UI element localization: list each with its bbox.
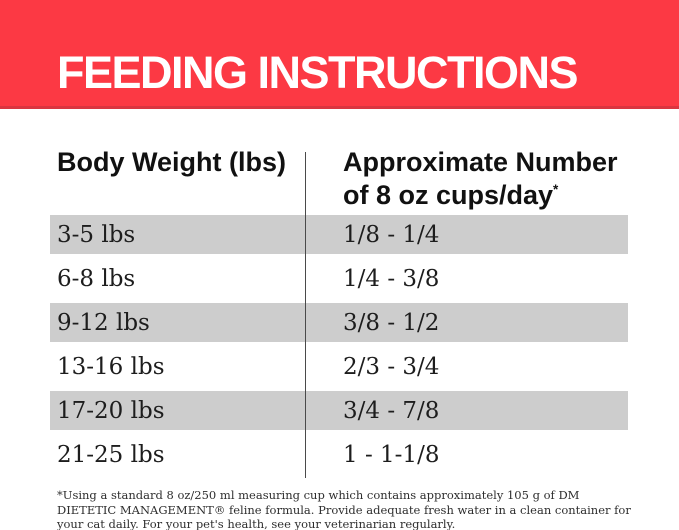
table-row [0, 257, 679, 301]
column-header-cups-line2: of 8 oz cups/day [343, 179, 554, 210]
column-divider [305, 152, 306, 478]
page-title: FEEDING INSTRUCTIONS [57, 46, 578, 98]
feeding-table [0, 109, 679, 530]
body-weight-cell: 21-25 lbs [57, 442, 165, 468]
table-row [0, 301, 679, 345]
cups-per-day-cell: 3/4 - 7/8 [343, 398, 440, 424]
measuring-cup-footnote: *Using a standard 8 oz/250 ml measuring cup which contains approximately 105 g of DM DIETETIC MANAGEMENT® feline formula. Provide adequate fresh water in a clean container for your cat daily. For your pet's health, see your veterinarian regularly. [57, 488, 631, 530]
table-row [0, 389, 679, 433]
cups-per-day-cell: 1/8 - 1/4 [343, 222, 440, 248]
body-weight-cell: 6-8 lbs [57, 266, 136, 292]
body-weight-cell: 17-20 lbs [57, 398, 165, 424]
table-row [0, 433, 679, 477]
body-weight-cell: 13-16 lbs [57, 354, 165, 380]
feeding-instructions-banner [0, 0, 679, 109]
body-weight-cell: 3-5 lbs [57, 222, 136, 248]
table-header-row [0, 109, 679, 213]
table-row [0, 213, 679, 257]
cups-per-day-cell: 1 - 1-1/8 [343, 442, 440, 468]
table-row [0, 345, 679, 389]
column-header-cups-line1: Approximate Number [343, 147, 618, 177]
column-header-cups-per-day [305, 146, 679, 212]
cups-per-day-cell: 3/8 - 1/2 [343, 310, 440, 336]
body-weight-cell: 9-12 lbs [57, 310, 150, 336]
cups-per-day-cell: 2/3 - 3/4 [343, 354, 440, 380]
footnote-asterisk-marker: * [553, 181, 559, 197]
cups-per-day-cell: 1/4 - 3/8 [343, 266, 440, 292]
column-header-body-weight: Body Weight (lbs) [57, 147, 286, 177]
